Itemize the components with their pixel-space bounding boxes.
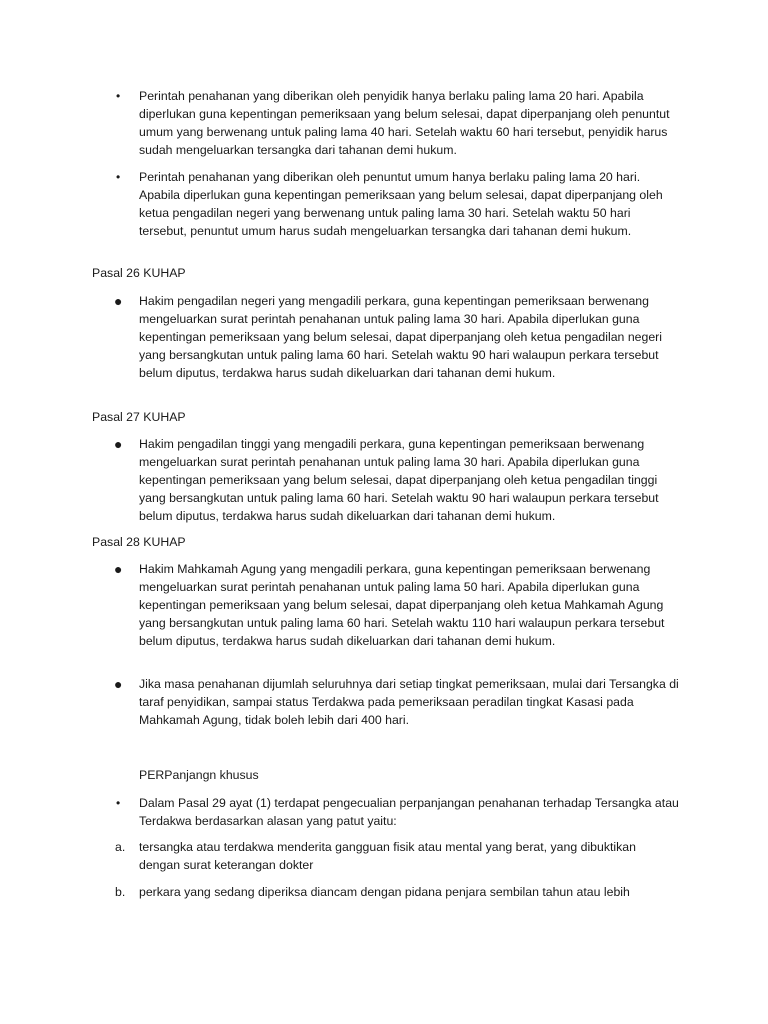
pasal27-item [0, 435, 768, 525]
bullet-icon: ● [114, 293, 123, 309]
khusus-item [0, 883, 768, 901]
pasal28-item [0, 560, 768, 650]
bullet-icon: ● [114, 436, 123, 452]
list-letter: b. [115, 885, 126, 899]
subsection-title: PERPanjangn khusus [139, 768, 259, 782]
intro-item [0, 87, 768, 159]
paragraph: Perintah penahanan yang diberikan oleh penyidik hanya berlaku paling lama 20 hari. Apabila diperlukan guna kepentingan pemeriksaan yang belum selesai, dapat diperpanjang oleh penuntut umum yang berwenang untuk paling lama 40 hari. Setelah waktu 60 hari tersebut, penyidik harus sudah mengeluarkan tersangka dari tahanan demi hukum. [139, 89, 670, 157]
pasal26-item [0, 292, 768, 382]
bullet-icon: • [116, 170, 121, 184]
paragraph: Perintah penahanan yang diberikan oleh penuntut umum hanya berlaku paling lama 20 hari. Apabila diperlukan guna kepentingan pemeriksaan yang belum selesai, dapat diperpanjang oleh ketua pengadilan negeri yang berwenang untuk paling lama 30 hari. Setelah waktu 50 hari tersebut, penuntut umum harus sudah mengeluarkan tersangka dari tahanan demi hukum. [139, 170, 663, 238]
paragraph: Hakim pengadilan negeri yang mengadili perkara, guna kepentingan pemeriksaan berwenang mengeluarkan surat perintah penahanan untuk paling lama 30 hari. Apabila diperlukan guna kepentingan pemeriksaan yang belum selesai, dapat diperpanjang oleh ketua pengadilan negeri yang bersangkutan untuk paling lama 60 hari. Setelah waktu 90 hari walaupun perkara tersebut belum diputus, terdakwa harus sudah dikeluarkan dari tahanan demi hukum. [139, 294, 662, 380]
paragraph: tersangka atau terdakwa menderita gangguan fisik atau mental yang berat, yang dibuktikan dengan surat keterangan dokter [139, 840, 636, 872]
section-heading: Pasal 26 KUHAP [92, 266, 186, 280]
section-heading: Pasal 28 KUHAP [92, 535, 186, 549]
section-heading: Pasal 27 KUHAP [92, 410, 186, 424]
paragraph: perkara yang sedang diperiksa diancam dengan pidana penjara sembilan tahun atau lebih [139, 885, 630, 899]
pasal28-item [0, 675, 768, 729]
intro-item [0, 168, 768, 240]
paragraph: Dalam Pasal 29 ayat (1) terdapat pengecualian perpanjangan penahanan terhadap Tersangka atau Terdakwa berdasarkan alasan yang patut yaitu: [139, 796, 679, 828]
khusus-item [0, 794, 768, 830]
paragraph: Jika masa penahanan dijumlah seluruhnya dari setiap tingkat pemeriksaan, mulai dari Tersangka di taraf penyidikan, sampai status Terdakwa pada pemeriksaan peradilan tingkat Kasasi pada Mahkamah Agung, tidak boleh lebih dari 400 hari. [139, 677, 679, 727]
paragraph: Hakim Mahkamah Agung yang mengadili perkara, guna kepentingan pemeriksaan berwenang mengeluarkan surat perintah penahanan untuk paling lama 50 hari. Apabila diperlukan guna kepentingan pemeriksaan yang belum selesai, dapat diperpanjang oleh ketua Mahkamah Agung yang bersangkutan untuk paling lama 60 hari. Setelah waktu 110 hari walaupun perkara tersebut belum diputus, terdakwa harus sudah dikeluarkan dari tahanan demi hukum. [139, 562, 665, 648]
bullet-icon: ● [114, 676, 123, 692]
bullet-icon: ● [114, 561, 123, 577]
bullet-icon: • [116, 89, 121, 103]
khusus-item [0, 838, 768, 874]
paragraph: Hakim pengadilan tinggi yang mengadili perkara, guna kepentingan pemeriksaan berwenang mengeluarkan surat perintah penahanan untuk paling lama 30 hari. Apabila diperlukan guna kepentingan pemeriksaan yang belum selesai, dapat diperpanjang oleh ketua pengadilan tinggi yang bersangkutan untuk paling lama 60 hari. Setelah waktu 90 hari walaupun perkara tersebut belum diputus, terdakwa harus sudah dikeluarkan dari tahanan demi hukum. [139, 437, 659, 523]
list-letter: a. [115, 840, 126, 854]
bullet-icon: • [116, 796, 121, 810]
